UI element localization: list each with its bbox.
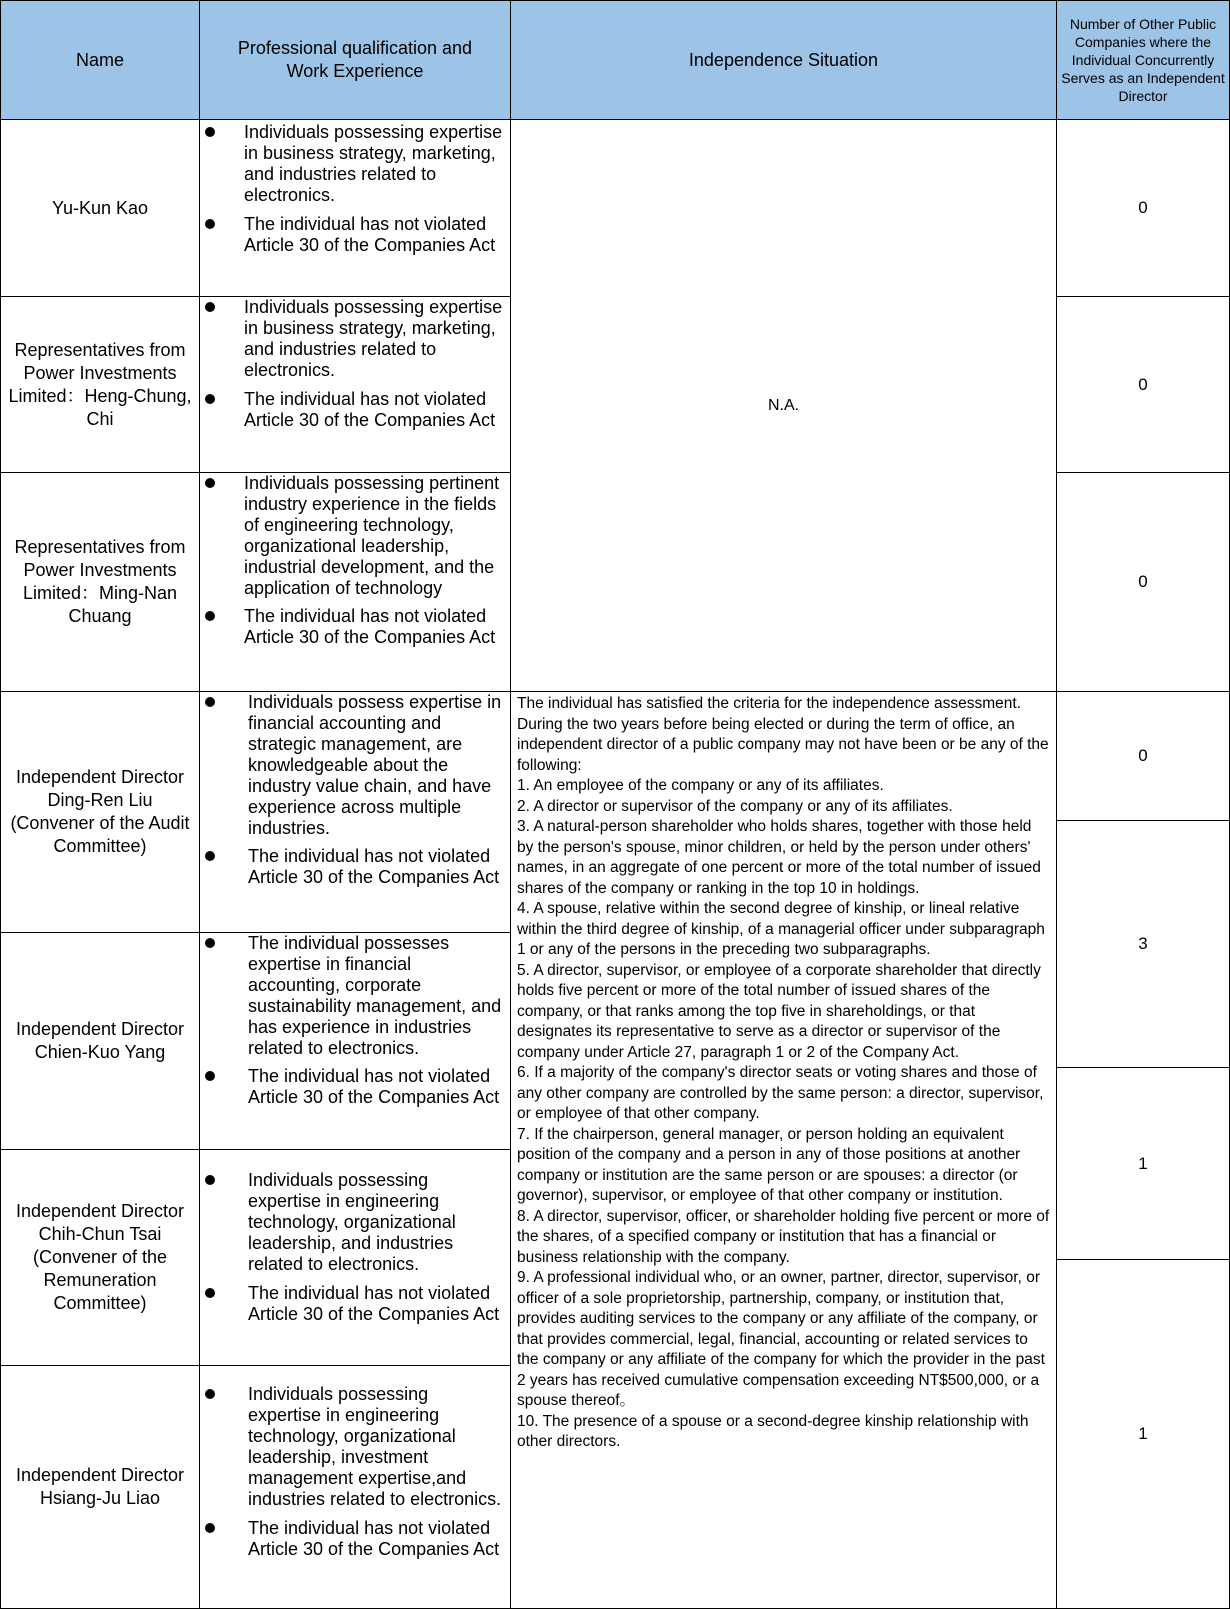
bullet-icon <box>200 389 244 431</box>
list-item: The individual has not violated Article 30 of the Companies Act <box>200 846 504 888</box>
criteria-paragraph: 9. A professional individual who, or an owner, partner, director, supervisor, or officer of a sole proprietorship, partnership, company, or institution that, provides auditing services to the company or any affiliate of the company, or that provides commercial, legal, financial, accounting or related services to the company or any affiliate of the company for which the provider in the past 2 years has received cumulative compensation exceeding NT$500,000, or a spouse thereof。 <box>517 1269 1045 1409</box>
list-item: Individuals possessing expertise in business strategy, marketing, and industries related to electronics. <box>200 122 504 206</box>
list-item: The individual possesses expertise in financial accounting, corporate sustainability management, and has experience in industries related to electronics. <box>200 933 504 1059</box>
list-item: Individuals possess expertise in financial accounting and strategic management, are knowledgeable about the industry value chain, and have experience across multiple industries. <box>200 692 504 839</box>
criteria-paragraph: During the two years before being elected or during the term of office, an independent director of a public company may not have been or be any of the following: <box>517 715 1049 774</box>
criteria-paragraph: 4. A spouse, relative within the second degree of kinship, or lineal relative within the third degree of kinship, of a managerial officer under subparagraph 1 or any of the persons in the preceding two subparagraphs. <box>517 900 1045 958</box>
bullet-icon <box>200 1066 248 1108</box>
criteria-paragraph: 8. A director, supervisor, officer, or shareholder holding five percent or more of the shares, of a specified company or institution that has a financial or business relationship with the company. <box>517 1207 1050 1266</box>
criteria-paragraph: 5. A director, supervisor, or employee of a corporate shareholder that directly holds five percent or more of the total number of issued shares of the company, or that ranks among the top five in shareholdings, or that designates its representative to serve as a director or supervisor of the company under Article 27, paragraph 1 or 2 of the Company Act. <box>517 961 1041 1061</box>
header-other-companies: Number of Other Public Companies where the Individual Concurrently Serves as an Independent Director <box>1056 0 1230 120</box>
row-4-count: 0 <box>1056 691 1230 821</box>
row-4-qualification <box>199 691 511 933</box>
row-5-name: Independent Director Chien-Kuo Yang <box>0 932 200 1150</box>
row-3-name: Representatives from Power Investments Limited：Ming-Nan Chuang <box>0 472 200 692</box>
list-item: Individuals possessing expertise in engineering technology, organizational leadership, investment management expertise,and industries related to electronics. <box>200 1384 504 1510</box>
independence-criteria <box>510 691 1057 1609</box>
row-3-count: 0 <box>1056 472 1230 692</box>
list-item: The individual has not violated Article 30 of the Companies Act <box>200 1518 504 1560</box>
bullet-icon <box>200 606 244 648</box>
bullet-icon <box>200 473 244 599</box>
bullet-icon <box>200 1283 248 1325</box>
row-1-qualification <box>199 119 511 297</box>
list-item: The individual has not violated Article 30 of the Companies Act <box>200 214 504 256</box>
criteria-paragraph: 3. A natural-person shareholder who holds shares, together with those held by the person's spouse, minor children, or held by the person under others' names, in an aggregate of one percent or more of the total number of issued shares of the company or ranking in the top 10 in holdings. <box>517 818 1041 897</box>
bullet-icon <box>200 214 244 256</box>
criteria-paragraph: The individual has satisfied the criteria for the independence assessment. <box>517 695 1022 712</box>
criteria-paragraph: 10. The presence of a spouse or a second-degree kinship relationship with other directors. <box>517 1412 1029 1450</box>
bullet-icon <box>200 846 248 888</box>
row-4-name: Independent Director Ding-Ren Liu (Convener of the Audit Committee) <box>0 691 200 933</box>
row-1-count: 0 <box>1056 119 1230 297</box>
row-7-qualification <box>199 1365 511 1609</box>
header-qualification: Professional qualification and Work Experience <box>199 0 511 120</box>
row-7-name: Independent Director Hsiang-Ju Liao <box>0 1365 200 1609</box>
row-2-qualification <box>199 296 511 473</box>
row-6-count: 1 <box>1056 1067 1230 1260</box>
row-7-count: 1 <box>1056 1259 1230 1609</box>
list-item: Individuals possessing expertise in engineering technology, organizational leadership, and industries related to electronics. <box>200 1170 504 1275</box>
row-6-qualification <box>199 1149 511 1366</box>
row-5-qualification <box>199 932 511 1150</box>
header-name: Name <box>0 0 200 120</box>
row-1-name: Yu-Kun Kao <box>0 119 200 297</box>
list-item: The individual has not violated Article 30 of the Companies Act <box>200 1066 504 1108</box>
row-2-count: 0 <box>1056 296 1230 473</box>
row-2-name: Representatives from Power Investments Limited：Heng-Chung, Chi <box>0 296 200 473</box>
independence-na: N.A. <box>510 119 1057 692</box>
list-item: Individuals possessing pertinent industry experience in the fields of engineering technology, organizational leadership, industrial development, and the application of technology <box>200 473 504 599</box>
criteria-paragraph: 6. If a majority of the company's director seats or voting shares and those of any other company are controlled by the same person: a director, supervisor, or employee of that other company. <box>517 1064 1044 1122</box>
bullet-icon <box>200 1384 248 1510</box>
list-item: The individual has not violated Article 30 of the Companies Act <box>200 606 504 648</box>
criteria-paragraph: 7. If the chairperson, general manager, or person holding an equivalent position of the company and a person in any of those positions at another company or institution are the same person or are spouses: a director (or governor), supervisor, or employee of that other company or institution. <box>517 1125 1021 1204</box>
row-3-qualification <box>199 472 511 692</box>
row-5-count: 3 <box>1056 820 1230 1068</box>
list-item: The individual has not violated Article 30 of the Companies Act <box>200 1283 504 1325</box>
bullet-icon <box>200 297 244 381</box>
criteria-paragraph: 1. An employee of the company or any of its affiliates. <box>517 777 884 794</box>
bullet-icon <box>200 1518 248 1560</box>
bullet-icon <box>200 122 244 206</box>
bullet-icon <box>200 933 248 1059</box>
bullet-icon <box>200 692 248 839</box>
criteria-paragraph: 2. A director or supervisor of the company or any of its affiliates. <box>517 797 953 815</box>
row-6-name: Independent Director Chih-Chun Tsai (Convener of the Remuneration Committee) <box>0 1149 200 1366</box>
header-independence: Independence Situation <box>510 0 1057 120</box>
bullet-icon <box>200 1170 248 1275</box>
list-item: Individuals possessing expertise in business strategy, marketing, and industries related to electronics. <box>200 297 504 381</box>
list-item: The individual has not violated Article 30 of the Companies Act <box>200 389 504 431</box>
